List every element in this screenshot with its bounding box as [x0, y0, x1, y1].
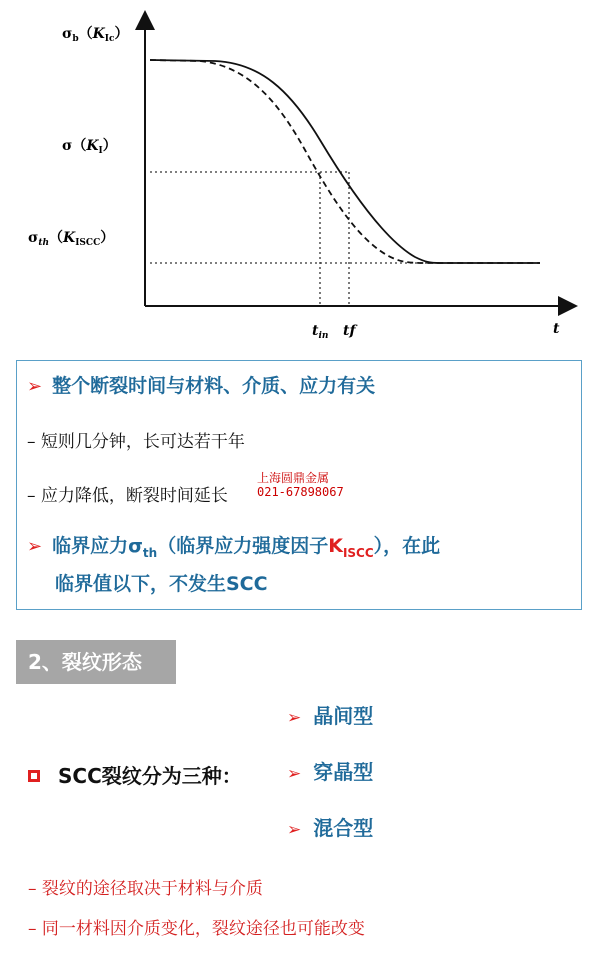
watermark-phone: 021-67898067: [257, 485, 344, 499]
heading-critical-stress: ➢ 临界应力$\sigma_{th}$（临界应力强度因子$K_{ISCC}$），在此: [27, 535, 441, 560]
y-label-sigma-b: $\sigma_b(K_{Ic})$: [62, 26, 129, 44]
type-intergranular: ➢ 晶间型: [287, 704, 374, 728]
info-box: [16, 360, 582, 610]
heading-critical-stress-line2: 临界值以下，不发生SCC: [55, 573, 268, 595]
x-label-tf: tf: [343, 323, 356, 339]
stress-time-chart: [0, 0, 600, 350]
arrow-icon: ➢: [27, 376, 43, 397]
note-path-may-change: – 同一材料因介质变化，裂纹途径也可能改变: [28, 919, 365, 939]
dashed-curve: [150, 60, 540, 263]
y-label-sigma-th: $\sigma_{th}(K_{ISCC})$: [28, 230, 115, 248]
note-path-depends: – 裂纹的途径取决于材料与介质: [28, 879, 263, 899]
heading-fracture-time: ➢ 整个断裂时间与材料、介质、应力有关: [27, 375, 376, 397]
section-label-crack-morphology: 2、裂纹形态: [16, 640, 176, 684]
y-label-sigma: $\sigma(K_I)$: [62, 138, 117, 156]
type-transgranular: ➢ 穿晶型: [287, 760, 374, 784]
arrow-icon: ➢: [27, 536, 43, 557]
square-bullet-icon: [28, 770, 40, 782]
scc-classification: SCC裂纹分为三种：: [28, 760, 242, 789]
watermark-name: 上海圆鼎金属: [257, 471, 330, 485]
arrow-icon: ➢: [287, 764, 302, 784]
x-label-tin: $t_{in}$: [312, 323, 329, 341]
arrow-icon: ➢: [287, 708, 302, 728]
type-mixed: ➢ 混合型: [287, 816, 374, 840]
x-axis-label-t: t: [553, 321, 560, 337]
line-duration: – 短则几分钟，长可达若干年: [27, 432, 245, 452]
solid-curve: [150, 60, 540, 263]
arrow-icon: ➢: [287, 820, 302, 840]
line-stress-lower: – 应力降低，断裂时间延长: [27, 486, 228, 506]
